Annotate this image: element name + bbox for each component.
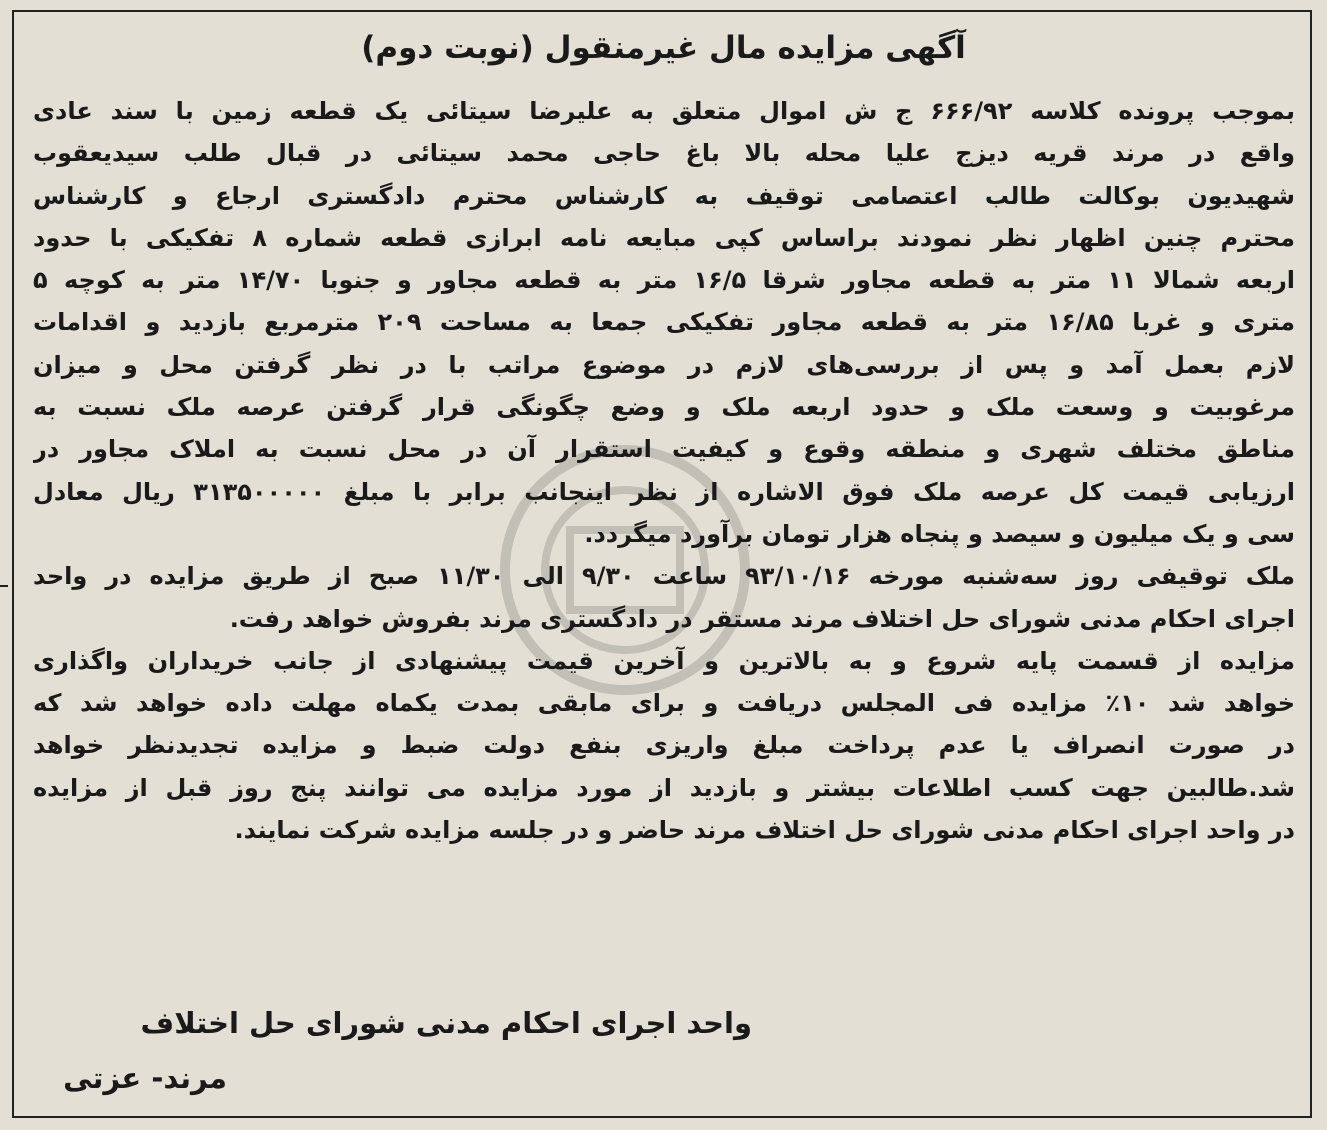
body-line: سی و یک میلیون و سیصد و پنجاه هزار تومان برآورد میگردد.	[584, 519, 1295, 548]
body-line: مناطق مختلف شهری و منطقه وقوع و کیفیت استقرار آن در محل نسبت به املاک مجاور در	[33, 435, 1295, 464]
body-line: متری و غربا ۱۶/۸۵ متر به قطعه مجاور تفکیکی جمعا به مساحت ۲۰۹ مترمربع بازدید و اقدامات	[33, 308, 1295, 337]
body-line: ملک توقیفی روز سه‌شنبه مورخه ۹۳/۱۰/۱۶ ساعت ۹/۳۰ الی ۱۱/۳۰ صبح از طریق مزایده در واحد	[33, 562, 1295, 591]
body-line: واقع در مرند قریه دیزج علیا محله بالا باغ حاجی محمد سیتائی در قبال طلب سیدیعقوب	[33, 139, 1295, 168]
signature-unit: واحد اجرای احکام مدنی شورای حل اختلاف	[140, 1006, 752, 1040]
body-line: ارزیابی قیمت کل عرصه ملک فوق الاشاره از نظر اینجانب برابر با مبلغ ۳۱۳۵۰۰۰۰۰ ریال معادل	[33, 477, 1295, 506]
body-line: بموجب پرونده کلاسه ۶۶۶/۹۲ ج ش اموال متعلق به علیرضا سیتائی یک قطعه زمین با سند عادی	[33, 97, 1295, 125]
body-line: مزایده از قسمت پایه شروع و به بالاترین و آخرین قیمت پیشنهادی از جانب خریداران واگذاری	[33, 646, 1295, 675]
body-line: در صورت انصراف یا عدم پرداخت مبلغ واریزی بنفع دولت ضبط و مزایده تجدیدنظر خواهد	[33, 731, 1295, 760]
body-line: لازم بعمل آمد و پس از بررسی‌های لازم در موضوع مراتب با در نظر گرفتن محل و میزان	[33, 350, 1295, 379]
body-line: شهیدیون بوکالت طالب اعتصامی توقیف به کارشناس محترم دادگستری ارجاع و کارشناس	[33, 181, 1295, 210]
body-line: شد.طالبین جهت کسب اطلاعات بیشتر و بازدید از مورد مزایده می توانند پنج روز قبل از مزایده	[33, 773, 1295, 802]
column-rule	[0, 585, 8, 587]
body-line: اربعه شمالا ۱۱ متر به قطعه مجاور شرقا ۱۶/۵ متر به قطعه مجاور و جنوبا ۱۴/۷۰ متر به کوچه ۵	[33, 266, 1295, 295]
body-line: مرغوبیت و وسعت ملک و حدود اربعه ملک و وضع چگونگی قرار گرفتن عرصه ملک نسبت به	[33, 393, 1295, 422]
body-line: در واحد اجرای احکام مدنی شورای حل اختلاف مرند حاضر و در جلسه مزایده شرکت نمایند.	[234, 816, 1295, 845]
notice-body	[33, 90, 1295, 851]
body-line: اجرای احکام مدنی شورای حل اختلاف مرند مستقر در دادگستری مرند بفروش خواهد رفت.	[229, 604, 1295, 633]
body-line: محترم چنین اظهار نظر نمودند براساس کپی مبایعه نامه ابرازی قطعه شماره ۸ تفکیکی با حدود	[33, 223, 1295, 252]
signature-name: مرند- عزتی	[63, 1061, 227, 1095]
notice-title: آگهی مزایده مال غیرمنقول (نوبت دوم)	[361, 30, 966, 66]
body-line: خواهد شد ۱۰٪ مزایده فی المجلس دریافت و برای مابقی بمدت یکماه مهلت داده خواهد شد که	[33, 689, 1295, 718]
